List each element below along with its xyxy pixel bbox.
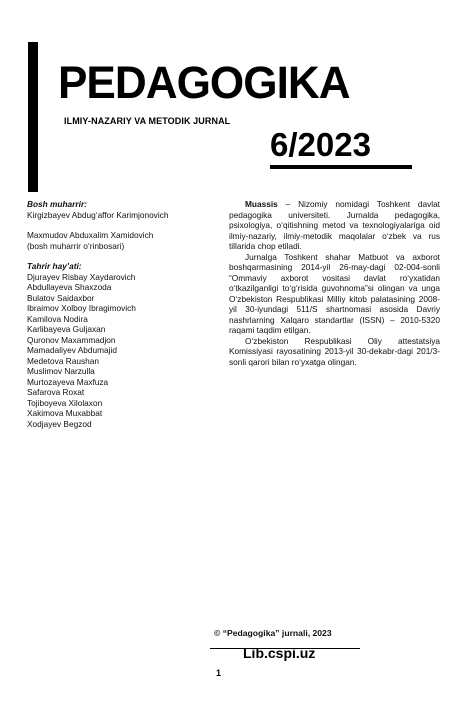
board-member: Tojiboyeva Xilolaxon: [27, 397, 103, 408]
board-member: Medetova Raushan: [27, 355, 99, 366]
board-member: Safarova Roxat: [27, 387, 85, 397]
board-member: Muslimov Narzulla: [27, 366, 95, 376]
board-member: Kamilova Nodira: [27, 313, 88, 324]
board-member: Bulatov Saidaxbor: [27, 292, 95, 303]
library-watermark: Lib.cspi.uz: [243, 645, 316, 661]
copyright-line: © “Pedagogika” jurnali, 2023: [214, 628, 332, 638]
deputy-editor-role: (bosh muharrir o‘rinbosari): [27, 240, 125, 251]
board-member: Murtozayeva Maxfuza: [27, 376, 109, 387]
board-member: Abdullayeva Shaxzoda: [27, 282, 112, 292]
journal-title: PEDAGOGIKA: [58, 57, 350, 108]
board-member: Ibraimov Xolboy Ibragimovich: [27, 303, 136, 313]
board-member: Karlibayeva Guljaxan: [27, 324, 106, 334]
chief-editor-label: Bosh muharrir:: [27, 199, 87, 209]
issue-number: 6/2023: [270, 126, 371, 163]
registration-paragraph: Jurnalga Toshkent shahar Matbuot va axborot boshqarmasining 2014-yil 26-may-dagi 02-004-sonli “Ommaviy axborot vositasi davlat ro‘yxatidan o‘tkazilganligi to‘g‘risida guvohnoma”si olingan va unga O‘zbekiston Respublikasi Milliy kitob palatasining 2008-yil 30-iyundagi 511/S shartnomasi asosida Davriy nashrlarning Xalqaro standartlar (ISSN) – 2010-5320 raqami taqdim etilgan.: [229, 251, 440, 335]
founder-text: – Nizomiy nomidagi Toshkent davlat pedagogika universiteti. Jurnalda pedagogika, psixologiya, o‘qitishning metod va texnologiyalariga oid ilmiy-nazariy, ilmiy-metodik maqolalar o‘zbek va rus tillarida chop etiladi.: [229, 199, 440, 251]
page-number: 1: [216, 668, 222, 678]
about-column: [229, 199, 440, 367]
attestation-paragraph: O‘zbekiston Respublikasi Oliy attestatsiya Komissiyasi rayosatining 2013-yil 30-dekabr-dagi 201/3-sonli qarori bilan ro‘yxatga olingan.: [229, 335, 440, 367]
editorial-column: [27, 199, 212, 429]
founder-label: Muassis: [245, 199, 278, 209]
deputy-editor-name: Maxmudov Abduxalim Xamidovich: [27, 230, 154, 240]
founder-paragraph: [229, 199, 440, 252]
journal-subtitle: ILMIY-NAZARIY VA METODIK JURNAL: [64, 116, 231, 126]
issue-underline: [270, 165, 412, 169]
board-member: Quronov Maxammadjon: [27, 334, 116, 345]
board-member: Djurayev Risbay Xaydarovich: [27, 271, 136, 282]
board-member: Xodjayev Begzod: [27, 418, 92, 429]
cover-accent-bar: [28, 42, 38, 192]
chief-editor-name: Kirgizbayev Abdug‘affor Karimjonovich: [27, 209, 169, 220]
board-member: Mamadaliyev Abdumajid: [27, 345, 117, 355]
board-member: Xakimova Muxabbat: [27, 408, 103, 418]
editorial-board-label: Tahrir hay’ati:: [27, 261, 82, 271]
